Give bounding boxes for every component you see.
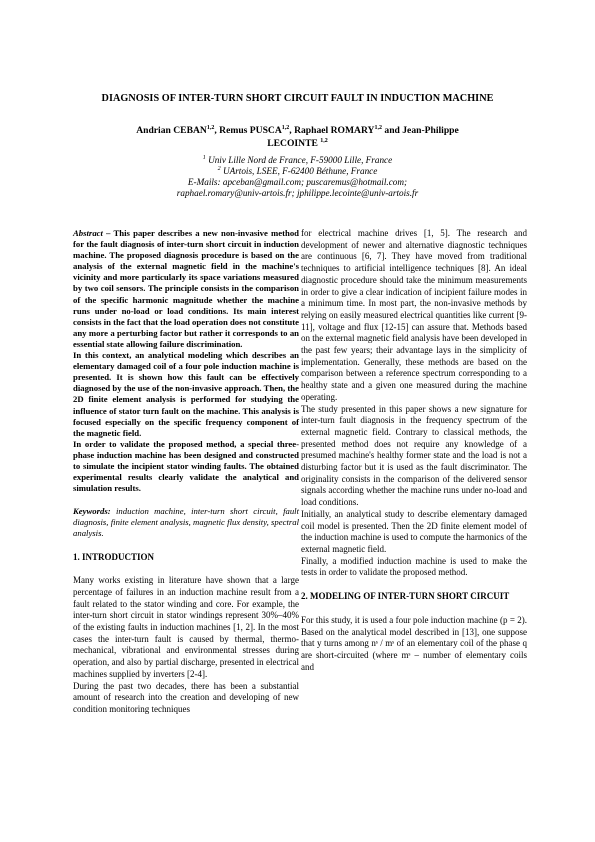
body-paragraph: for electrical machine drives [1, 5]. The research and development of newer and alternative diagnostic techniques are continuous [6, 7]. They have moved from traditional techniques to artificial intelligence techniques [8]. An ideal diagnostic procedure should take the minimum measurements in order to give a clear indication of incipient failure modes in a minimum time. In most part, the non-invasive methods by relying on easily measured electrical quantities like current [9-11], voltage and flux [12-15] can assure that. Methods based on the external magnetic field analysis have been developed in the past few years; their advantage lays in the simplicity of implementation. Generally, these methods are based on the comparison between a reference spectrum corresponding to a healthy state and a given one measured during the machine operating. [301, 228, 527, 402]
author-affiliation-marker: 1,2 [374, 125, 382, 131]
abstract-label: Abstract – [73, 228, 111, 238]
paper-title: DIAGNOSIS OF INTER-TURN SHORT CIRCUIT FAULT IN INDUCTION MACHINE [101, 93, 494, 104]
body-paragraph: Initially, an analytical study to describe elementary damaged coil model is presented. Then the 2D finite element model of the induction machine is used to compute the harmonics of the external magnetic field. [301, 508, 527, 554]
section-heading: 2. MODELING OF INTER-TURN SHORT CIRCUIT [301, 591, 510, 602]
author-separator: and Jean-Philippe LECOINTE [267, 125, 459, 149]
author-affiliation-marker: 1,2 [206, 125, 215, 131]
affiliation-line [60, 166, 535, 177]
author-name: Andrian CEBAN [136, 125, 207, 136]
author-separator: , [214, 125, 220, 136]
section-heading: 1. INTRODUCTION [73, 551, 155, 562]
author-separator: , [289, 125, 295, 136]
affiliation-marker: 2 [217, 166, 221, 172]
abstract-text: This paper describes a new non-invasive method for the fault diagnosis of inter-turn short circuit in induction machine. The proposed diagnosis procedure is based on the analysis of the external magnetic field in the machine's vicinity and more particularly its space variations measured by two coil sensors. The principle consists in the comparison of the specific harmonic magnitude whether the machine runs under no-load or load conditions. Its main interest consists in the fact that the load operation does not constitute any more a perturbing factor but rather it corresponds to an essential state allowing failure discrimination. [73, 228, 299, 349]
body-paragraph: During the past two decades, there has been a substantial amount of research into the creation and developing of new condition monitoring techniques [73, 680, 299, 714]
keywords-text: induction machine, inter-turn short circuit, fault diagnosis, finite element analysis, magnetic flux density, spectral analysis. [73, 506, 299, 539]
email-line: raphael.romary@univ-artois.fr; jphilippe.lecointe@univ-artois.fr [176, 188, 419, 198]
author-name: Remus PUSCA [219, 125, 282, 136]
abstract-paragraph: In this context, an analytical modeling which describes an elementary damaged coil of a four pole induction machine is presented. It is shown how this fault can be effectively diagnosed by the use of the non-invasive approach. Then, the 2D finite element analysis is performed for studying the influence of stator turn fault on the machine. This analysis is focused especially on the specific frequency component of the magnetic field. [73, 350, 299, 438]
affiliation-line [60, 155, 535, 166]
body-paragraph: For this study, it is used a four pole induction machine (p = 2). Based on the analytical model described in [13], one suppose that y turns among nˢ / mˢ of an elementary coil of the phase q are short-circuited (where mˢ – number of elementary coils and [301, 614, 527, 672]
body-paragraph: The study presented in this paper shows a new signature for inter-turn fault diagnosis in the frequency spectrum of the external magnetic field. Contrary to classical methods, the presented method does not require any knowledge of a presumed machine's healthy former state and the load is not a disturbing factor but it is used as the fault discriminator. The originality consists in the comparison of the delivered sensor signals according whether the machine runs under no-load and load conditions. [301, 403, 527, 508]
author-affiliation-marker: 1,2 [281, 125, 290, 131]
affiliation-text: Univ Lille Nord de France, F-59000 Lille, France [208, 155, 393, 165]
affiliation-marker: 1 [202, 155, 206, 161]
author-affiliation-marker: 1,2 [320, 138, 328, 144]
author-name: Raphael ROMARY [294, 125, 375, 136]
introduction-section [73, 552, 299, 716]
author-list [130, 124, 465, 150]
left-column [73, 228, 299, 716]
abstract-paragraph: In order to validate the proposed method, a special three-phase induction machine has been designed and constructed to simulate the incipient stator winding faults. The obtained experimental results clearly validate the analytical and simulation results. [73, 438, 299, 494]
body-paragraph: Many works existing in literature have shown that a large percentage of failures in an induction machine result from a fault related to the stator winding and core. For example, the inter-turn short circuit in stator windings represent 30%–40% of the existing faults in induction machines [1, 2]. In the most cases the inter-turn fault is caused by thermal, thermo-mechanical, vibrational and environmental stresses during operation, and also by partial discharge, presented in electrical machines supplied by inverters [2-4]. [73, 575, 299, 679]
keywords [73, 506, 299, 539]
affiliations [60, 155, 535, 199]
email-line: E-Mails: apceban@gmail.com; puscaremus@hotmail.com; [187, 177, 408, 187]
affiliation-text: UArtois, LSEE, F-62400 Béthune, France [222, 166, 378, 176]
body-paragraph: Finally, a modified induction machine is used to make the tests in order to validate the proposed method. [301, 555, 527, 578]
right-column [301, 228, 527, 673]
keywords-label: Keywords: [73, 506, 111, 517]
abstract [73, 228, 299, 494]
abstract-paragraph [73, 228, 299, 350]
